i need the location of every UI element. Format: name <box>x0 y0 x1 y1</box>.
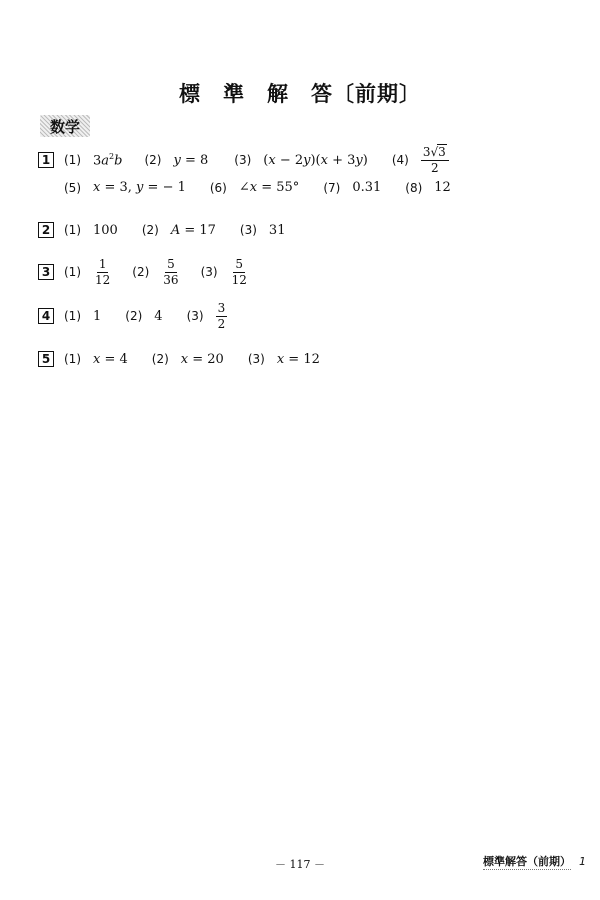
answer-value: 0.31 <box>352 180 382 195</box>
question-number-box: 1 <box>38 152 54 168</box>
item-label: (2) <box>151 352 169 366</box>
answer-item <box>152 352 224 367</box>
question-number-box: 4 <box>38 308 54 324</box>
answer-item <box>248 352 320 367</box>
item-label: (4) <box>391 153 409 168</box>
fraction <box>216 302 228 330</box>
page-title: 標 準 解 答〔前期〕 <box>179 82 421 106</box>
answer-item <box>132 258 180 286</box>
answer-item <box>201 258 249 286</box>
answer-value: 12 <box>434 180 451 195</box>
answer-value: 4 <box>154 308 163 324</box>
answer-value: y = 8 <box>173 152 209 168</box>
answer-value: x = 4 <box>93 351 128 367</box>
fraction-numerator: 3√3 <box>421 146 449 161</box>
answer-value: 1 <box>93 308 102 324</box>
item-label: (6) <box>209 180 227 195</box>
fraction-denominator: 2 <box>217 316 226 331</box>
fraction-denominator: 2 <box>431 160 439 175</box>
item-label: (1) <box>64 153 81 168</box>
answer-item <box>144 153 208 168</box>
fraction <box>230 258 249 286</box>
running-footer <box>483 853 586 869</box>
item-label: (2) <box>141 223 159 237</box>
question-2-row <box>38 222 285 238</box>
question-number-box: 5 <box>38 351 54 367</box>
item-label: (2) <box>125 309 143 324</box>
item-label: (8) <box>405 180 423 195</box>
question-1-row-1 <box>38 146 449 174</box>
answer-item <box>240 223 286 238</box>
item-label: (3) <box>186 309 204 324</box>
fraction-denominator: 36 <box>163 272 179 287</box>
answer-item <box>64 258 112 286</box>
item-label: (3) <box>239 223 257 237</box>
answer-value: x = 12 <box>276 351 320 367</box>
item-label: (1) <box>64 352 81 366</box>
item-label: (1) <box>64 309 81 324</box>
answer-item <box>234 153 368 168</box>
fraction-numerator: 3 <box>217 301 226 315</box>
answer-value: ∠x = 55° <box>238 180 300 195</box>
answer-item <box>64 223 118 238</box>
answer-item <box>392 146 449 174</box>
item-label: (1) <box>64 265 81 280</box>
fraction <box>161 258 180 286</box>
question-4-row <box>38 302 227 330</box>
answer-item <box>210 180 299 195</box>
fraction-numerator: 1 <box>98 257 107 271</box>
item-label: (5) <box>64 180 81 195</box>
answer-item <box>64 152 122 168</box>
answer-value: 100 <box>93 222 118 238</box>
fraction-denominator: 12 <box>231 272 247 287</box>
answer-item <box>64 180 186 195</box>
item-label: (2) <box>144 153 162 168</box>
running-title: 標準解答（前期） <box>483 855 571 868</box>
answer-item <box>64 309 101 324</box>
answer-item <box>125 309 162 324</box>
running-page-number: 1 <box>579 855 586 868</box>
item-label: (1) <box>64 223 81 237</box>
question-3-row <box>38 258 249 286</box>
answer-item <box>405 180 451 195</box>
answer-item <box>64 352 128 367</box>
answer-item <box>187 302 228 330</box>
subject-badge <box>40 115 90 137</box>
fraction-numerator: 5 <box>167 257 175 271</box>
page-number: － 117 － <box>275 858 325 871</box>
item-label: (3) <box>247 352 265 366</box>
answer-item <box>323 180 381 195</box>
fraction-numerator: 5 <box>235 257 244 271</box>
answer-value: 31 <box>268 222 286 238</box>
answer-value: x = 20 <box>180 351 224 367</box>
answer-value: $3a^2b$ <box>93 151 123 169</box>
answer-value <box>161 258 180 286</box>
subject-label: 数学 <box>49 117 80 136</box>
answer-value <box>230 258 249 286</box>
item-label: (7) <box>323 180 341 195</box>
question-1-row-2 <box>64 180 451 195</box>
item-label: (2) <box>132 265 150 280</box>
fraction <box>93 258 112 286</box>
fraction <box>421 146 449 174</box>
item-label: (3) <box>234 153 252 168</box>
fraction-denominator: 12 <box>95 272 111 287</box>
question-5-row <box>38 351 320 367</box>
answer-value <box>216 302 228 330</box>
answer-value: x = 3, y = − 1 <box>93 180 186 195</box>
answer-value: (x − 2y)(x + 3y) <box>263 152 368 168</box>
answer-value: A = 17 <box>170 222 216 238</box>
question-number-box: 2 <box>38 222 54 238</box>
item-label: (3) <box>200 265 218 280</box>
answer-item <box>142 223 216 238</box>
answer-value <box>421 146 449 174</box>
question-number-box: 3 <box>38 264 54 280</box>
answer-value <box>93 258 112 286</box>
